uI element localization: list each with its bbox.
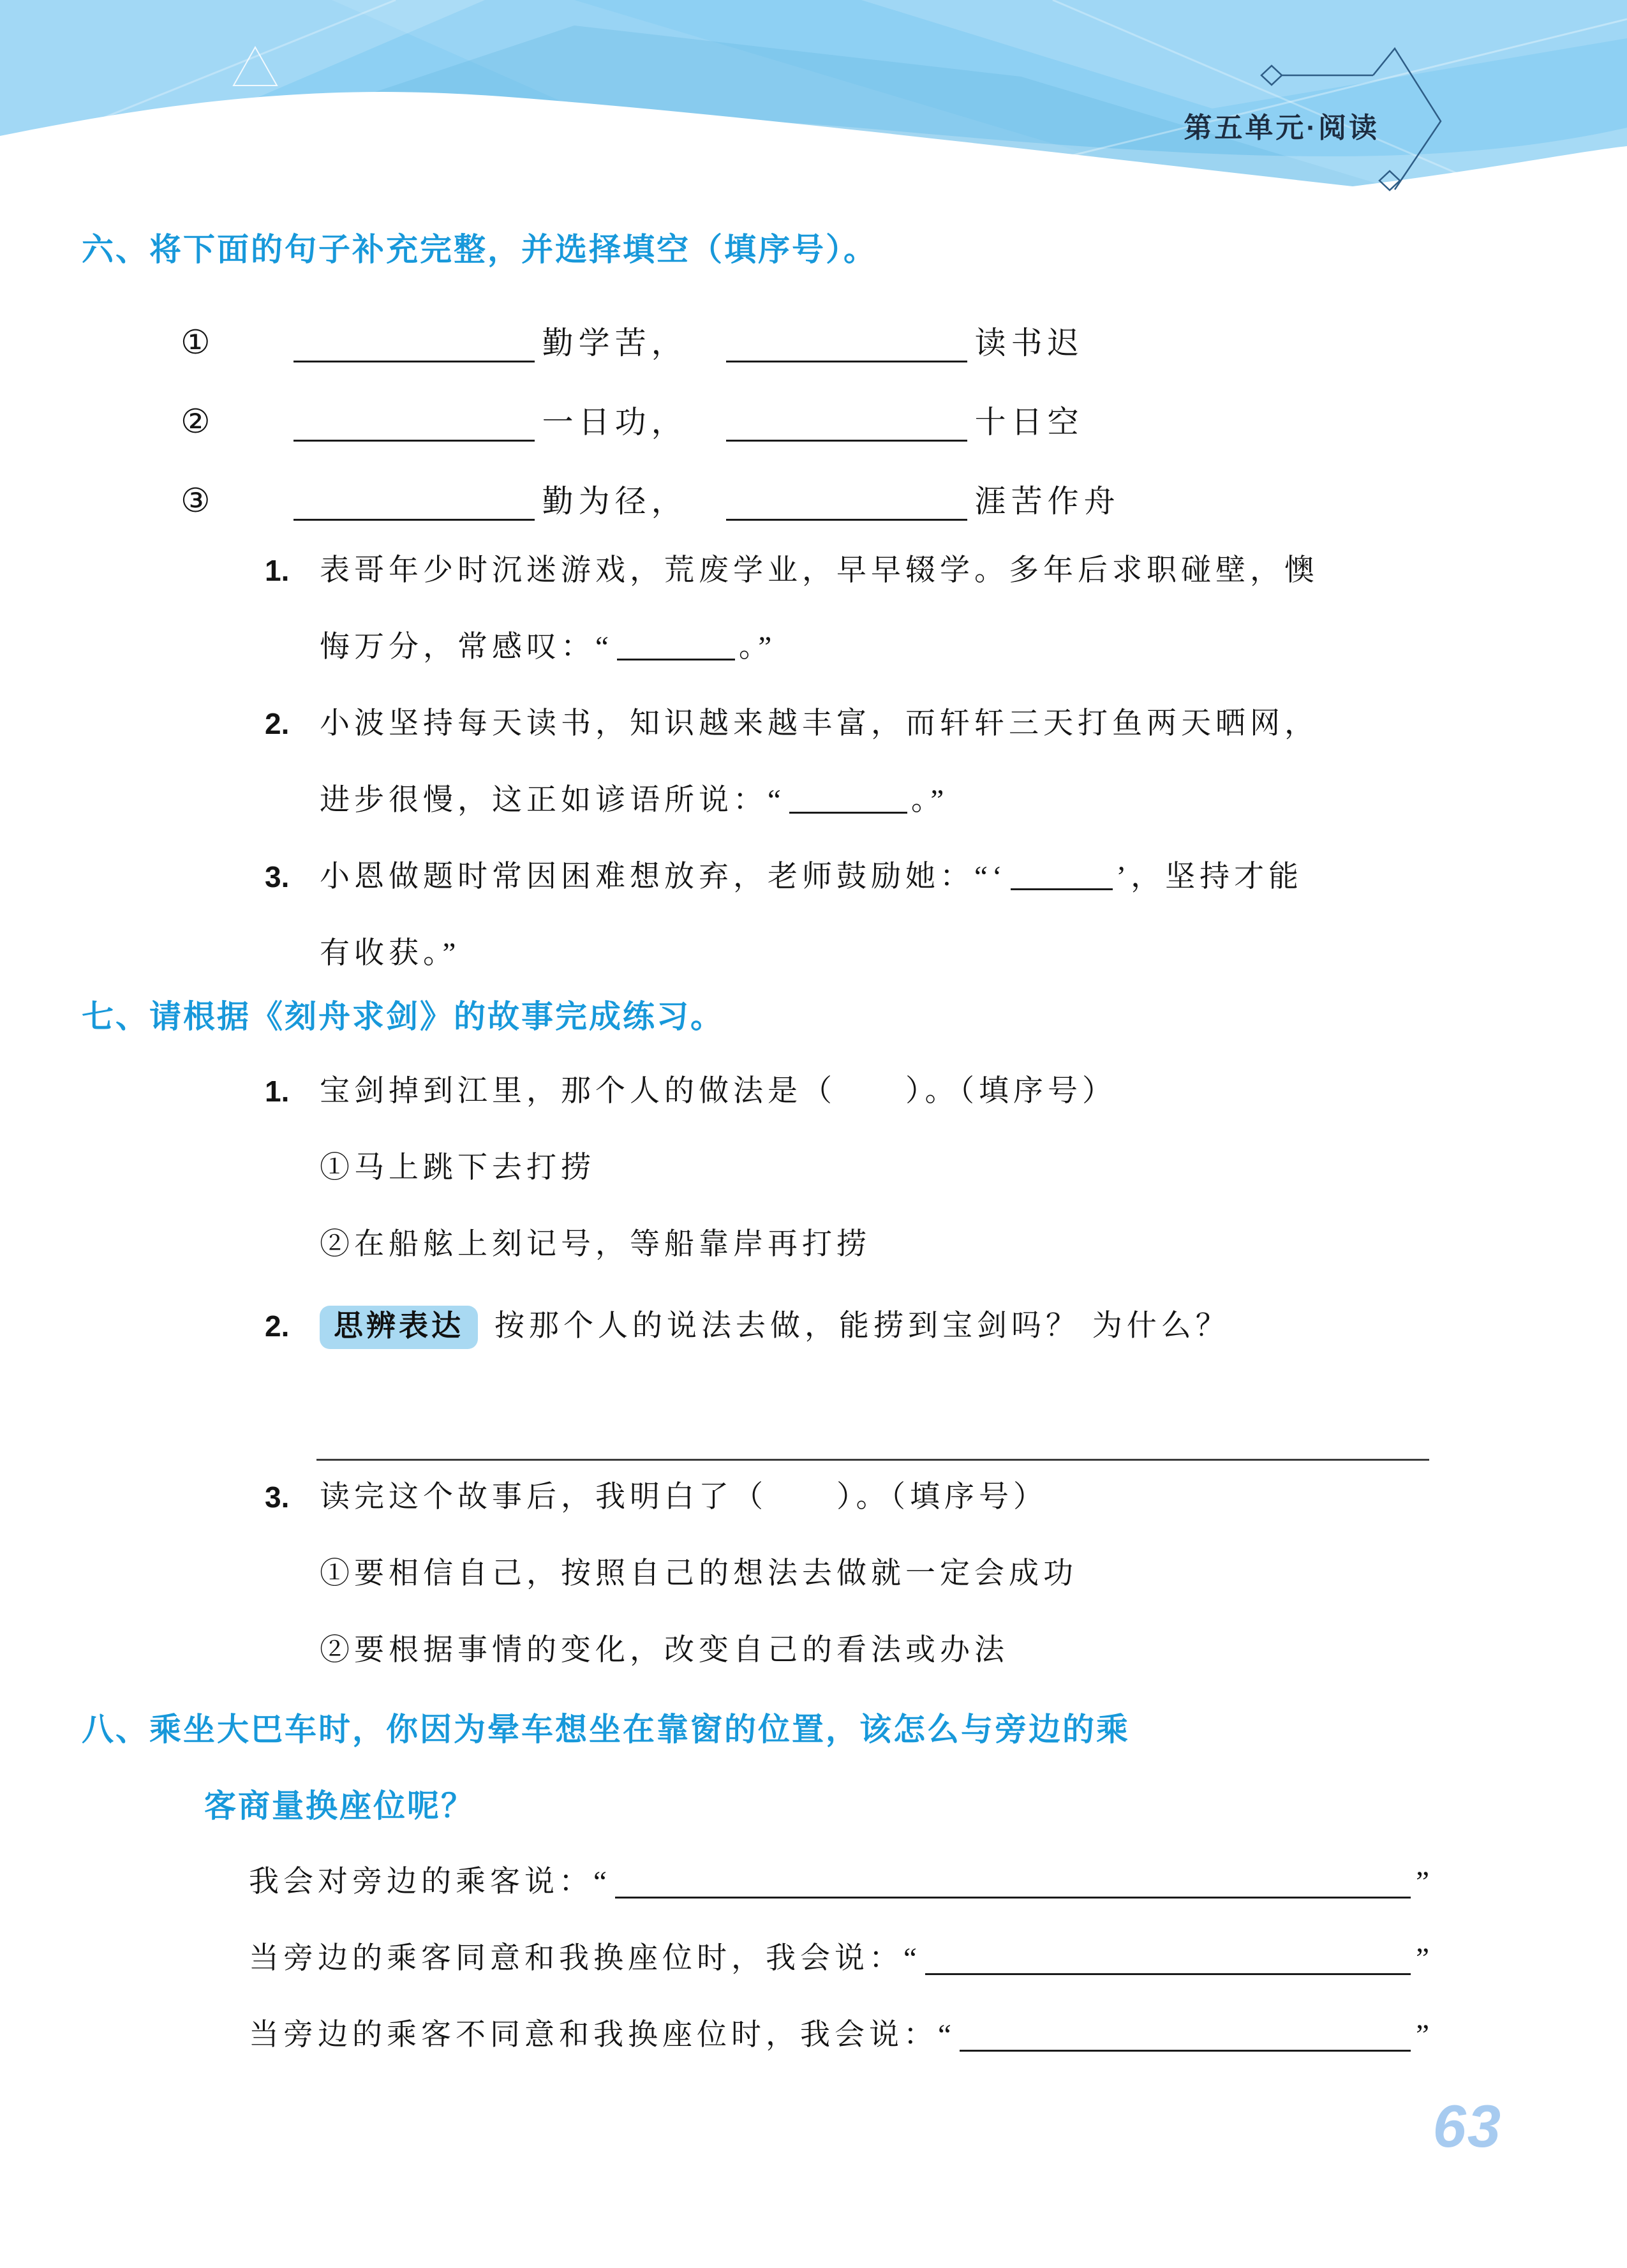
option-2: ②在船舷上刻记号，等船靠岸再打捞 [320, 1228, 871, 1261]
item-number: 2. [265, 707, 290, 740]
fill-text: 十日空 [974, 405, 1084, 440]
item-text-line [320, 627, 1429, 668]
section-eight-title [82, 1708, 1429, 1827]
fill-blank[interactable] [293, 432, 535, 442]
prompt-text: 当旁边的乘客同意和我换座位时，我会说：“ [249, 1942, 921, 1975]
closing-quote: ” [1416, 1942, 1429, 1975]
option-1: ①要相信自己，按照自己的想法去做就一定会成功 [320, 1557, 1078, 1590]
seven-item-2 [265, 1306, 1429, 1352]
section-six-fill-rows [181, 283, 1429, 521]
circled-number-3: ③ [181, 483, 211, 519]
critical-thinking-badge: 思辨表达 [320, 1306, 478, 1349]
section-seven-title: 七、请根据《刻舟求剑》的故事完成练习。 [82, 999, 724, 1034]
closing-quote: ” [1416, 1865, 1429, 1899]
question-stem: 按那个人的说法去做，能捞到宝剑吗？ 为什么？ [494, 1309, 1230, 1343]
option-2: ②要根据事情的变化，改变自己的看法或办法 [320, 1634, 1009, 1667]
circled-number-2: ② [181, 404, 211, 440]
section-eight-title-line2: 客商量换座位呢？ [204, 1788, 475, 1824]
item-number: 1. [265, 554, 290, 587]
fill-blank[interactable] [293, 511, 535, 521]
six-item-1 [265, 550, 1429, 668]
seven-item-1 [265, 1071, 1429, 1265]
prompt-answer-blank[interactable] [615, 1890, 1411, 1899]
item-text-segment: 悔万分，常感叹：“ [320, 630, 613, 664]
inline-answer-blank[interactable] [1011, 883, 1113, 890]
six-item-2 [265, 703, 1429, 821]
fill-row-2 [181, 362, 1429, 442]
fill-row-1 [181, 283, 1429, 362]
item-text-segment: 进步很慢，这正如谚语所说：“ [320, 784, 785, 817]
fill-text: 读书迟 [974, 325, 1084, 361]
unit-title: 第五单元·阅读 [1184, 112, 1379, 144]
item-number: 3. [265, 860, 290, 893]
prompt-answer-blank[interactable] [925, 1967, 1411, 1975]
option-1: ①马上跳下去打捞 [320, 1151, 595, 1184]
seven-item-3 [265, 1477, 1429, 1671]
item-text-line: 有收获。” [320, 937, 461, 970]
item-text-segment: 。” [910, 784, 949, 817]
fill-row-3 [181, 442, 1429, 521]
section-eight-title-line1: 八、乘坐大巴车时，你因为晕车想坐在靠窗的位置，该怎么与旁边的乘 [82, 1712, 1130, 1747]
fill-blank[interactable] [726, 353, 967, 362]
prompt-text: 当旁边的乘客不同意和我换座位时，我会说：“ [249, 2018, 956, 2052]
prompt-text: 我会对旁边的乘客说：“ [249, 1865, 611, 1899]
page-number: 63 [1432, 2093, 1502, 2160]
fill-text: 勤为径， [542, 484, 688, 519]
item-number: 3. [265, 1481, 290, 1514]
question-stem: 读完这个故事后，我明白了（ ）。（填序号） [320, 1481, 1048, 1514]
item-text-line: 小波坚持每天读书，知识越来越丰富，而轩轩三天打鱼两天晒网， [320, 707, 1319, 740]
section-six-title: 六、将下面的句子补充完整，并选择填空（填序号）。 [82, 232, 877, 267]
fill-text: 涯苦作舟 [974, 484, 1120, 519]
closing-quote: ” [1416, 2018, 1429, 2052]
item-number: 2. [265, 1309, 290, 1343]
worksheet-body [0, 191, 1627, 2055]
item-text-line: 表哥年少时沉迷游戏，荒废学业，早早辍学。多年后求职碰壁，懊 [320, 554, 1319, 587]
item-text-segment: 。” [738, 630, 776, 664]
fill-blank[interactable] [726, 432, 967, 442]
circled-number-1: ① [181, 325, 211, 361]
fill-text: 勤学苦， [542, 325, 688, 361]
prompt-line-2 [249, 1938, 1429, 1979]
prompt-line-1 [249, 1861, 1429, 1902]
inline-answer-blank[interactable] [789, 807, 907, 814]
question-stem: 宝剑掉到江里，那个人的做法是（ ）。（填序号） [320, 1075, 1117, 1108]
fill-text: 一日功， [542, 405, 688, 440]
prompt-line-3 [249, 2015, 1429, 2055]
item-text-line [320, 780, 1429, 821]
item-text-segment: 小恩做题时常因困难想放弃，老师鼓励她：“‘ [320, 860, 1007, 893]
item-text-line [320, 856, 1429, 897]
inline-answer-blank[interactable] [617, 653, 735, 660]
item-number: 1. [265, 1075, 290, 1108]
page-header [0, 0, 1627, 191]
fill-blank[interactable] [726, 511, 967, 521]
six-item-3 [265, 856, 1429, 974]
answer-line-blank[interactable] [316, 1459, 1429, 1461]
header-wave-art [0, 0, 1627, 191]
item-text-segment: ’，坚持才能 [1116, 860, 1304, 893]
prompt-answer-blank[interactable] [960, 2043, 1411, 2052]
fill-blank[interactable] [293, 353, 535, 362]
